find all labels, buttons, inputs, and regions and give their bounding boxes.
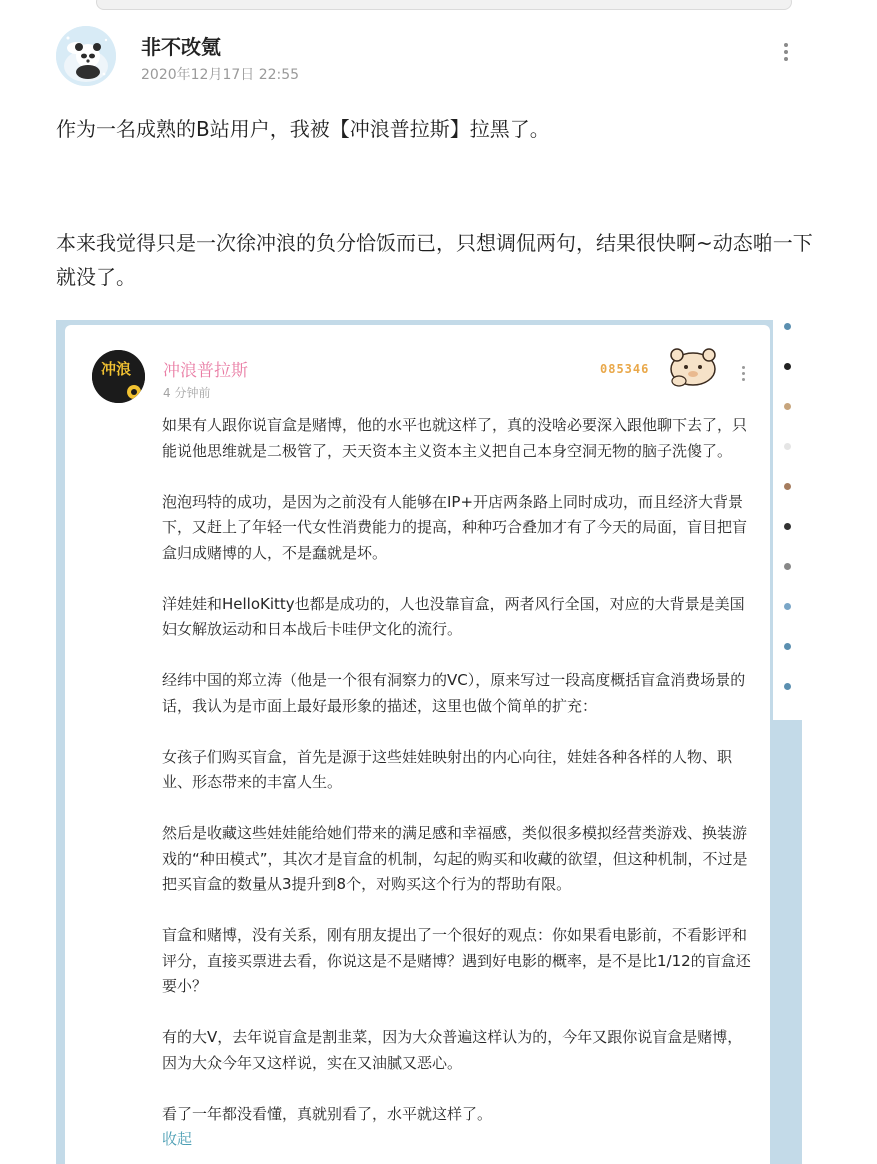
author-avatar[interactable]	[56, 26, 116, 86]
more-options-icon[interactable]	[776, 40, 796, 70]
embedded-timestamp: 4 分钟前	[163, 386, 211, 400]
embedded-author-name: 冲浪普拉斯	[163, 361, 248, 381]
logo-char-1: 冲浪	[101, 360, 132, 378]
post-paragraph: 作为一名成熟的B站用户，我被【冲浪普拉斯】拉黑了。	[56, 117, 550, 141]
post-timestamp: 2020年12月17日 22:55	[141, 67, 300, 83]
embedded-paragraph: 然后是收藏这些娃娃能给她们带来的满足感和幸福感，类似很多模拟经营类游戏、换装游戏的“种田模式”，其次才是盲盒的机制，勾起的购买和收藏的欲望，但这种机制，不过是把买盲盒的数量从3提升到8个，对购买这个行为的帮助有限。	[162, 824, 748, 893]
embedded-paragraph: 泡泡玛特的成功，是因为之前没有人能够在IP+开店两条路上同时成功，而且经济大背景下，又赶上了年轻一代女性消费能力的提高，种种巧合叠加才有了今天的局面，盲目把盲盒归成赌博的人，不是蠢就是坏。	[162, 492, 748, 562]
embedded-paragraph: 洋娃娃和HelloKitty也都是成功的，人也没靠盲盒，两者风行全国，对应的大背景是美国妇女解放运动和日本战后卡哇伊文化的流行。	[162, 594, 745, 638]
embedded-author-avatar	[92, 350, 145, 403]
collapse-link: 收起	[162, 1130, 193, 1148]
screenshot-side-panel	[773, 320, 802, 720]
surf-logo-icon	[92, 350, 145, 403]
embedded-screenshot	[56, 320, 802, 1164]
post-paragraph: 本来我觉得只是一次徐冲浪的负分恰饭而已，只想调侃两句，结果很快啊~动态啪一下就没了。	[56, 231, 813, 289]
embedded-paragraph: 女孩子们购买盲盒，首先是源于这些娃娃映射出的内心向往，娃娃各种各样的人物、职业、形态带来的丰富人生。	[162, 747, 733, 791]
embedded-post-card	[65, 325, 770, 1164]
fan-badge-number: 085346	[600, 362, 650, 376]
top-scroll-bar	[96, 0, 792, 10]
embedded-paragraph: 盲盒和赌博，没有关系，刚有朋友提出了一个很好的观点：你如果看电影前，不看影评和评分，直接买票进去看，你说这是不是赌博？遇到好电影的概率，是不是比1/12的盲盒还要小？	[162, 926, 751, 995]
author-name[interactable]: 非不改氪	[141, 35, 221, 59]
embedded-post-body	[162, 413, 752, 1153]
embedded-paragraph: 有的大V，去年说盲盒是割韭菜，因为大众普遍这样认为的，今年又跟你说盲盒是赌博，因为大众今年又这样说，实在又油腻又恶心。	[162, 1028, 743, 1072]
embedded-paragraph: 如果有人跟你说盲盒是赌博，他的水平也就这样了，真的没啥必要深入跟他聊下去了，只能说他思维就是二极管了，天天资本主义资本主义把自己本身空洞无物的脑子洗傻了。	[162, 416, 748, 460]
embedded-paragraph: 经纬中国的郑立涛（他是一个很有洞察力的VC），原来写过一段高度概括盲盒消费场景的话，我认为是市面上最好最形象的描述，这里也做个简单的扩充：	[162, 671, 746, 715]
panda-avatar-icon	[56, 26, 116, 86]
embedded-paragraph: 看了一年都没看懂，真就别看了，水平就这样了。	[162, 1104, 493, 1123]
bear-decoration-icon	[667, 343, 719, 387]
embedded-more-icon	[739, 363, 747, 389]
